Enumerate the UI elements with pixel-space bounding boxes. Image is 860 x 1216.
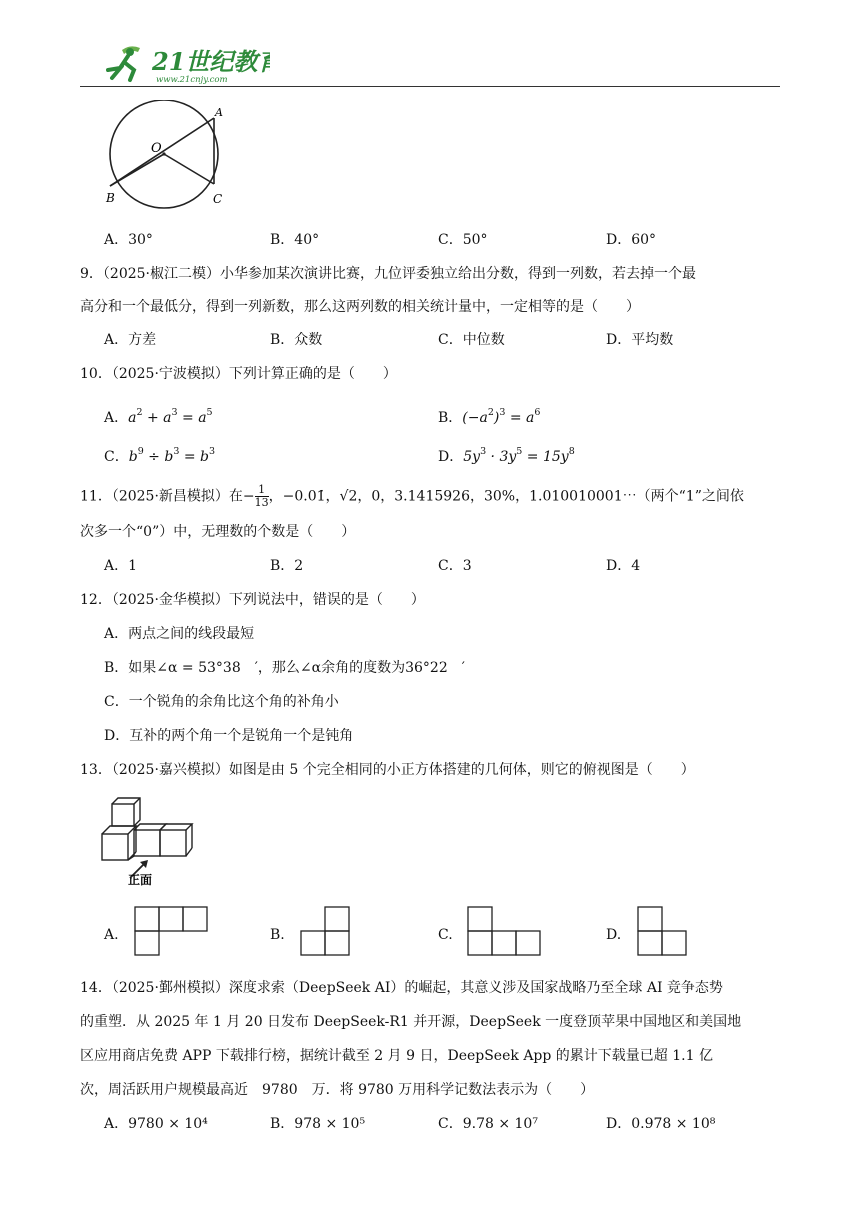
q10-option-d[interactable]: [438, 442, 575, 467]
q14-line3: 区应用商店免费 APP 下载排行榜，据统计截至 2 月 9 日，DeepSeek App 的累计下载量已超 1.1 亿: [80, 1048, 713, 1064]
q14-option-d[interactable]: D．0.978 × 10⁸: [606, 1116, 716, 1132]
q8-option-a[interactable]: A．30°: [104, 232, 153, 248]
logo-runner-icon: [100, 40, 270, 86]
q8-option-b[interactable]: B．40°: [270, 232, 320, 248]
q13-option-c-label[interactable]: C.: [438, 927, 453, 943]
q14-option-b[interactable]: B．978 × 10⁵: [270, 1116, 366, 1132]
q9-option-b[interactable]: B．众数: [270, 332, 323, 348]
q9-option-a[interactable]: A．方差: [104, 332, 157, 348]
q9-option-d[interactable]: D．平均数: [606, 332, 674, 348]
q10-option-b-label: B．: [438, 410, 463, 426]
logo-url: www.21cnjy.com: [156, 75, 228, 85]
q12-option-d[interactable]: D．互补的两个角一个是锐角一个是钝角: [104, 728, 354, 744]
q13-option-c-figure[interactable]: [466, 906, 544, 958]
q10-option-a[interactable]: [104, 403, 213, 428]
q10-option-c-expr: $b^9 \div b^3 = b^3$: [128, 446, 216, 465]
q13-option-a-figure[interactable]: [134, 906, 210, 958]
q11-line2: 次多一个“0”）中，无理数的个数是（ ）: [80, 524, 356, 540]
q11-frac-num: 1: [255, 484, 269, 497]
q12-stem: 12．（2025·金华模拟）下列说法中，错误的是（ ）: [80, 592, 425, 608]
q14-line1: 14．（2025·鄞州模拟）深度求索（DeepSeek AI）的崛起，其意义涉及国家战略乃至全球 AI 竞争态势: [80, 980, 723, 996]
q14-line4: 次，周活跃用户规模最高近 9780 万．将 9780 万用科学记数法表示为（ ）: [80, 1082, 595, 1098]
q13-option-b-figure[interactable]: [298, 906, 352, 958]
q9-option-c[interactable]: C．中位数: [438, 332, 505, 348]
q11-option-a[interactable]: A．1: [104, 558, 138, 574]
q8-option-c[interactable]: C．50°: [438, 232, 488, 248]
q11-prefix: 11．（2025·新昌模拟）在: [80, 488, 243, 505]
logo-text: 21世纪教育: [152, 47, 270, 76]
q14-line2: 的重塑．从 2025 年 1 月 20 日发布 DeepSeek-R1 并开源，DeepSeek 一度登顶苹果中国地区和美国地: [80, 1014, 742, 1030]
q13-solid-figure: [100, 796, 196, 892]
q11-frac-den: 13: [254, 496, 269, 509]
q11-rest: ，−0.01̇，√2，0，3.1415926，30%，1.010010001⋯（两个“1”之间依: [268, 488, 744, 505]
label-A: A: [215, 106, 223, 119]
q14-option-a[interactable]: A．9780 × 10⁴: [104, 1116, 208, 1132]
q12-option-b[interactable]: B．如果∠α = 53°38 ′，那么∠α余角的度数为36°22 ′: [104, 660, 465, 676]
q12-option-c[interactable]: C．一个锐角的余角比这个角的补角小: [104, 694, 339, 710]
q13-option-a-label[interactable]: A.: [104, 927, 119, 943]
q10-option-a-label: A．: [104, 410, 129, 426]
q10-option-d-expr: $5y^3 \cdot 3y^5 = 15y^8$: [463, 446, 575, 465]
q10-option-c-label: C．: [104, 449, 129, 465]
header-logo: [100, 40, 270, 86]
q13-option-d-label[interactable]: D.: [606, 927, 622, 943]
q11-option-b[interactable]: B．2: [270, 558, 304, 574]
q11-fraction: [255, 484, 269, 509]
label-B: B: [106, 191, 115, 205]
q10-stem: 10．（2025·宁波模拟）下列计算正确的是（ ）: [80, 366, 397, 382]
header-rule: [80, 86, 780, 87]
label-O: O: [151, 141, 162, 156]
q13-option-b-label[interactable]: B.: [270, 927, 285, 943]
q11-option-d[interactable]: D．4: [606, 558, 641, 574]
label-C: C: [213, 192, 223, 206]
q8-option-d[interactable]: D．60°: [606, 232, 657, 248]
q14-option-c[interactable]: C．9.78 × 10⁷: [438, 1116, 538, 1132]
q10-option-b-expr: $(-a^2)^3 = a^6$: [462, 407, 541, 426]
q11-option-c[interactable]: C．3: [438, 558, 472, 574]
q8-circle-figure: [98, 100, 238, 215]
q9-line1: 9．（2025·椒江二模）小华参加某次演讲比赛，九位评委独立给出分数，得到一列数，若去掉一个最: [80, 266, 696, 282]
q13-option-d-figure[interactable]: [636, 906, 692, 958]
q12-option-a[interactable]: A．两点之间的线段最短: [104, 626, 255, 642]
front-label: 正面: [128, 873, 153, 887]
q9-line2: 高分和一个最低分，得到一列新数，那么这两列数的相关统计量中，一定相等的是（ ）: [80, 299, 640, 315]
q11-line1: 11．（2025·新昌模拟）在− $\frac{1}{13}$ ，−0.01̇，√2，0，3.1415926，30%，1.010010001⋯（两个“1”之间依: [80, 483, 744, 509]
q10-option-c[interactable]: [104, 442, 215, 467]
q10-option-a-expr: $a^2 + a^3 = a^5$: [128, 407, 213, 426]
q10-option-b[interactable]: [438, 403, 540, 428]
q10-option-d-label: D．: [438, 449, 464, 465]
q13-stem: 13．（2025·嘉兴模拟）如图是由 5 个完全相同的小正方体搭建的几何体，则它的俯视图是（ ）: [80, 762, 695, 778]
